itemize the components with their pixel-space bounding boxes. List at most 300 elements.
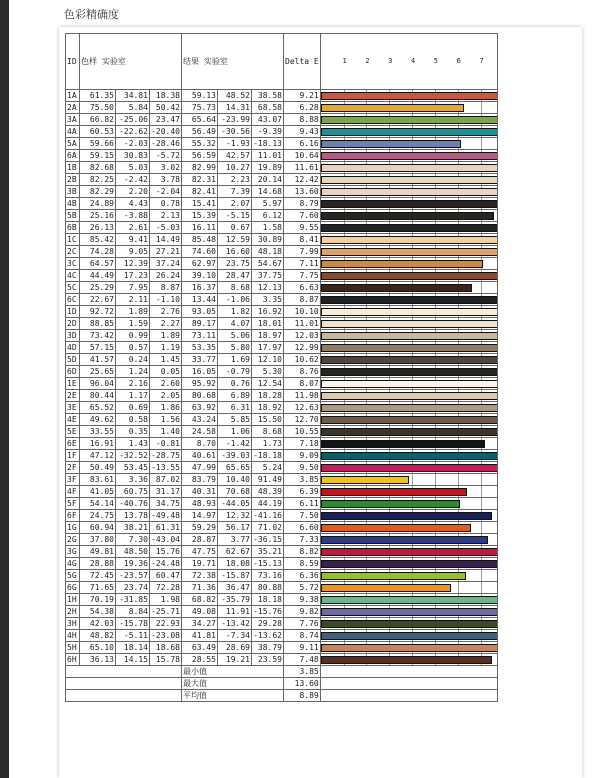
scale-tick-label: 6: [456, 57, 461, 65]
sample-lab-cell: 7.30: [116, 534, 150, 546]
result-lab-cell: 1.73: [252, 438, 284, 450]
summary-row: [66, 666, 498, 678]
sample-lab-cell: -13.55: [151, 463, 180, 472]
sample-lab-cell: 14.15: [116, 654, 150, 666]
sample-lab-cell: 8.87: [150, 282, 182, 294]
sample-lab-cell: 14.49: [150, 234, 182, 246]
sample-lab-cell: 88.85: [80, 318, 116, 330]
result-lab-cell: 23.75: [218, 258, 252, 270]
patch-id-cell: 3H: [66, 618, 80, 630]
result-lab-cell: 8.70: [182, 438, 218, 450]
delta-e-bar: [321, 236, 498, 244]
sample-lab-cell: 25.16: [80, 210, 116, 222]
patch-id-cell: 5E: [66, 426, 80, 438]
delta-e-bar-cell: [320, 618, 497, 630]
result-lab-cell: 19.89: [252, 162, 284, 174]
delta-e-bar-cell: [320, 534, 497, 546]
sample-lab-cell: 34.81: [116, 90, 150, 102]
sample-lab-cell: 59.66: [80, 138, 116, 150]
sample-lab-cell: 0.35: [116, 426, 150, 438]
table-row: [66, 450, 498, 462]
scale-gridline: [481, 282, 482, 293]
table-row: [66, 486, 498, 498]
result-lab-cell: 12.32: [218, 510, 252, 522]
sample-lab-cell: 9.05: [116, 246, 150, 258]
delta-e-cell: 12.63: [284, 402, 321, 414]
delta-e-cell: 7.11: [284, 258, 321, 270]
result-lab-cell: 80.68: [182, 390, 218, 402]
delta-e-bar: [321, 656, 492, 664]
sample-lab-cell: 83.61: [80, 474, 116, 486]
patch-id-cell: 3A: [66, 114, 80, 126]
header-scale: [320, 34, 497, 90]
table-row: [66, 162, 498, 174]
delta-e-bar-cell: [320, 558, 497, 570]
delta-e-cell: 12.99: [284, 342, 321, 354]
result-lab-cell: 48.18: [252, 246, 284, 258]
patch-id-cell: 1B: [66, 162, 80, 174]
result-lab-cell: 16.92: [252, 306, 284, 318]
delta-e-bar: [321, 176, 498, 184]
result-lab-cell: 28.55: [182, 654, 218, 666]
delta-e-bar-cell: [320, 654, 497, 666]
result-lab-cell: 8.68: [218, 282, 252, 294]
result-lab-cell: 10.27: [218, 162, 252, 174]
result-lab-cell: 71.02: [252, 522, 284, 534]
patch-id-cell: 3C: [66, 258, 80, 270]
sample-lab-cell: 24.89: [80, 198, 116, 210]
table-row: [66, 354, 498, 366]
delta-e-bar: [321, 464, 498, 472]
scale-gridline: [458, 582, 459, 593]
delta-e-bar-cell: [320, 378, 497, 390]
result-lab-cell: 5.30: [252, 366, 284, 378]
table-row: [66, 402, 498, 414]
patch-id-cell: 5C: [66, 282, 80, 294]
delta-e-cell: 6.16: [284, 138, 321, 150]
sample-lab-cell: 71.65: [80, 582, 116, 594]
delta-e-bar: [321, 644, 498, 652]
table-row: [66, 114, 498, 126]
delta-e-bar: [321, 596, 498, 604]
delta-e-bar: [321, 416, 498, 424]
result-lab-cell: 43.24: [182, 414, 218, 426]
delta-e-bar-cell: [320, 462, 497, 474]
summary-row: [66, 678, 498, 690]
delta-e-bar: [321, 632, 498, 640]
sample-lab-cell: -28.75: [151, 451, 180, 460]
delta-e-bar: [321, 512, 492, 520]
sample-lab-cell: 13.78: [116, 510, 150, 522]
sample-lab-cell: 30.83: [116, 150, 150, 162]
summary-spacer: [66, 690, 182, 702]
patch-id-cell: 4H: [66, 630, 80, 642]
result-lab-cell: 13.44: [182, 294, 218, 306]
result-lab-cell: 0.67: [218, 222, 252, 234]
delta-e-bar-cell: [320, 198, 497, 210]
scale-gridline: [435, 474, 436, 485]
delta-e-bar: [321, 200, 498, 208]
result-lab-cell: 34.27: [182, 618, 218, 630]
delta-e-bar-cell: [320, 90, 497, 102]
table-row: [66, 90, 498, 102]
table-row: [66, 282, 498, 294]
sample-lab-cell: 37.24: [150, 258, 182, 270]
scale-gridline: [481, 474, 482, 485]
delta-e-cell: 3.85: [284, 474, 321, 486]
result-lab-cell: -15.76: [253, 607, 282, 616]
sample-lab-cell: -25.71: [151, 607, 180, 616]
sample-lab-cell: 61.35: [80, 90, 116, 102]
sample-lab-cell: 1.45: [150, 354, 182, 366]
sample-lab-cell: 0.24: [116, 354, 150, 366]
result-lab-cell: 47.99: [182, 462, 218, 474]
delta-e-bar-cell: [320, 390, 497, 402]
patch-id-cell: 6A: [66, 150, 80, 162]
delta-e-cell: 9.82: [284, 606, 321, 618]
patch-id-cell: 2H: [66, 606, 80, 618]
sample-lab-cell: 2.13: [150, 210, 182, 222]
delta-e-bar-cell: [320, 402, 497, 414]
result-lab-cell: 41.81: [182, 630, 218, 642]
patch-id-cell: 5F: [66, 498, 80, 510]
sample-lab-cell: 1.98: [150, 594, 182, 606]
table-row: [66, 630, 498, 642]
delta-e-bar: [321, 488, 467, 496]
result-lab-cell: 42.57: [218, 150, 252, 162]
sample-lab-cell: 2.05: [150, 390, 182, 402]
sample-lab-cell: 19.36: [116, 558, 150, 570]
sample-lab-cell: 70.19: [80, 594, 116, 606]
table-row: [66, 174, 498, 186]
table-row: [66, 210, 498, 222]
table-row: [66, 426, 498, 438]
delta-e-bar-cell: [320, 630, 497, 642]
delta-e-bar: [321, 212, 495, 220]
result-lab-cell: -0.79: [218, 366, 252, 378]
sample-lab-cell: 38.21: [116, 522, 150, 534]
delta-e-cell: 9.09: [284, 450, 321, 462]
table-row: [66, 318, 498, 330]
delta-e-cell: 9.38: [284, 594, 321, 606]
patch-id-cell: 5H: [66, 642, 80, 654]
sample-lab-cell: -2.03: [116, 138, 150, 150]
result-lab-cell: 83.79: [182, 474, 218, 486]
sample-lab-cell: 66.82: [80, 114, 116, 126]
sample-lab-cell: 59.15: [80, 150, 116, 162]
delta-e-cell: 8.41: [284, 234, 321, 246]
result-lab-cell: 44.19: [252, 498, 284, 510]
result-lab-cell: 6.89: [218, 390, 252, 402]
result-lab-cell: 68.58: [252, 102, 284, 114]
table-row: [66, 498, 498, 510]
delta-e-bar: [321, 296, 498, 304]
delta-e-bar: [321, 284, 472, 292]
scale-gridline: [481, 582, 482, 593]
patch-id-cell: 4A: [66, 126, 80, 138]
delta-e-cell: 5.72: [284, 582, 321, 594]
table-row: [66, 546, 498, 558]
delta-e-bar: [321, 260, 483, 268]
sample-lab-cell: 50.42: [150, 102, 182, 114]
result-lab-cell: 71.36: [182, 582, 218, 594]
patch-id-cell: 4D: [66, 342, 80, 354]
delta-e-cell: 6.63: [284, 282, 321, 294]
sample-lab-cell: 15.76: [150, 546, 182, 558]
patch-id-cell: 3E: [66, 402, 80, 414]
delta-e-bar: [321, 584, 452, 592]
sample-lab-cell: 5.84: [116, 102, 150, 114]
result-lab-cell: 6.31: [218, 402, 252, 414]
result-lab-cell: 14.97: [182, 510, 218, 522]
result-lab-cell: -23.99: [218, 114, 252, 126]
sample-lab-cell: 60.94: [80, 522, 116, 534]
table-row: [66, 558, 498, 570]
delta-e-bar: [321, 560, 498, 568]
header-sample-lab: 色样 实验室: [80, 34, 182, 90]
sample-lab-cell: 8.84: [116, 606, 150, 618]
sample-lab-cell: -22.62: [116, 126, 150, 138]
result-lab-cell: 36.47: [218, 582, 252, 594]
patch-id-cell: 2D: [66, 318, 80, 330]
result-lab-cell: 80.88: [252, 582, 284, 594]
sample-lab-cell: 5.03: [116, 162, 150, 174]
sample-lab-cell: 17.23: [116, 270, 150, 282]
summary-value: 3.85: [284, 666, 321, 678]
header-result-lab: 结果 实验室: [182, 34, 284, 90]
delta-e-bar: [321, 572, 466, 580]
delta-e-bar-cell: [320, 522, 497, 534]
result-lab-cell: 12.54: [252, 378, 284, 390]
table-row: [66, 654, 498, 666]
delta-e-cell: 7.99: [284, 246, 321, 258]
result-lab-cell: -13.42: [218, 618, 252, 630]
result-lab-cell: -39.03: [218, 450, 252, 462]
result-lab-cell: 37.75: [252, 270, 284, 282]
table-row: [66, 294, 498, 306]
sample-lab-cell: 96.04: [80, 378, 116, 390]
sample-lab-cell: 82.68: [80, 162, 116, 174]
result-lab-cell: 18.28: [252, 390, 284, 402]
patch-id-cell: 4B: [66, 198, 80, 210]
delta-e-bar: [321, 224, 498, 232]
sample-lab-cell: -40.76: [116, 498, 150, 510]
delta-e-bar-cell: [320, 114, 497, 126]
sample-lab-cell: 80.44: [80, 390, 116, 402]
patch-id-cell: 6E: [66, 438, 80, 450]
result-lab-cell: 16.37: [182, 282, 218, 294]
result-lab-cell: 12.13: [252, 282, 284, 294]
sample-lab-cell: 27.21: [150, 246, 182, 258]
scale-gridline: [458, 474, 459, 485]
table-row: [66, 102, 498, 114]
delta-e-cell: 10.64: [284, 150, 321, 162]
sample-lab-cell: 1.89: [116, 306, 150, 318]
result-lab-cell: -15.87: [218, 570, 252, 582]
summary-bar-spacer: [320, 690, 497, 702]
result-lab-cell: 5.97: [252, 198, 284, 210]
scale-tick-label: 5: [433, 57, 439, 65]
result-lab-cell: 56.17: [218, 522, 252, 534]
delta-e-bar: [321, 524, 472, 532]
delta-e-bar-cell: [320, 222, 497, 234]
table-row: [66, 606, 498, 618]
result-lab-cell: 56.49: [182, 126, 218, 138]
result-lab-cell: -15.13: [253, 559, 282, 568]
result-lab-cell: 16.11: [182, 222, 218, 234]
result-lab-cell: 2.07: [218, 198, 252, 210]
delta-e-cell: 6.11: [284, 498, 321, 510]
sample-lab-cell: 1.56: [150, 414, 182, 426]
result-lab-cell: 70.68: [218, 486, 252, 498]
result-lab-cell: 38.79: [252, 642, 284, 654]
sample-lab-cell: -15.78: [116, 618, 150, 630]
patch-id-cell: 1A: [66, 90, 80, 102]
sample-lab-cell: 60.47: [150, 570, 182, 582]
delta-e-bar-cell: [320, 234, 497, 246]
result-lab-cell: 82.41: [182, 186, 218, 198]
delta-e-bar-cell: [320, 162, 497, 174]
table-row: [66, 594, 498, 606]
scale-gridline: [481, 522, 482, 533]
result-lab-cell: -5.15: [218, 210, 252, 222]
delta-e-bar: [321, 500, 461, 508]
result-lab-cell: 63.92: [182, 402, 218, 414]
table-row: [66, 126, 498, 138]
scale-tick-label: 7: [479, 57, 484, 65]
sample-lab-cell: -5.11: [116, 630, 150, 642]
table-row: [66, 138, 498, 150]
patch-id-cell: 1E: [66, 378, 80, 390]
delta-e-bar: [321, 116, 498, 124]
result-lab-cell: 18.01: [252, 318, 284, 330]
delta-e-cell: 7.76: [284, 618, 321, 630]
table-row: [66, 330, 498, 342]
sample-lab-cell: 2.76: [150, 306, 182, 318]
delta-e-cell: 10.55: [284, 426, 321, 438]
sample-lab-cell: 64.57: [80, 258, 116, 270]
sample-lab-cell: -32.52: [116, 450, 150, 462]
result-lab-cell: 0.76: [218, 378, 252, 390]
delta-e-bar-cell: [320, 210, 497, 222]
table-row: [66, 414, 498, 426]
delta-e-bar: [321, 608, 498, 616]
patch-id-cell: 5D: [66, 354, 80, 366]
result-lab-cell: 17.97: [252, 342, 284, 354]
delta-e-cell: 7.75: [284, 270, 321, 282]
sample-lab-cell: -25.06: [116, 114, 150, 126]
table-row: [66, 510, 498, 522]
result-lab-cell: 85.48: [182, 234, 218, 246]
delta-e-bar-cell: [320, 174, 497, 186]
delta-e-bar: [321, 428, 498, 436]
result-lab-cell: 20.14: [252, 174, 284, 186]
result-lab-cell: 53.35: [182, 342, 218, 354]
sample-lab-cell: 1.24: [116, 366, 150, 378]
sample-lab-cell: 34.75: [150, 498, 182, 510]
table-row: [66, 534, 498, 546]
delta-e-cell: 7.50: [284, 510, 321, 522]
sample-lab-cell: -28.46: [151, 139, 180, 148]
sample-lab-cell: 36.13: [80, 654, 116, 666]
delta-e-bar-cell: [320, 582, 497, 594]
result-lab-cell: 65.64: [182, 114, 218, 126]
delta-e-bar: [321, 620, 498, 628]
sample-lab-cell: 0.05: [150, 366, 182, 378]
sample-lab-cell: 26.24: [150, 270, 182, 282]
result-lab-cell: -1.42: [218, 438, 252, 450]
delta-e-bar-cell: [320, 342, 497, 354]
scale-gridline: [412, 474, 413, 485]
table-row: [66, 390, 498, 402]
result-lab-cell: 1.58: [252, 222, 284, 234]
scale-tick-label: 4: [410, 57, 416, 65]
result-lab-cell: 5.24: [252, 462, 284, 474]
result-lab-cell: -44.05: [218, 498, 252, 510]
result-lab-cell: 33.77: [182, 354, 218, 366]
delta-e-cell: 8.88: [284, 114, 321, 126]
patch-id-cell: 1H: [66, 594, 80, 606]
delta-e-cell: 7.18: [284, 438, 321, 450]
result-lab-cell: 19.21: [218, 654, 252, 666]
delta-e-cell: 8.59: [284, 558, 321, 570]
result-lab-cell: 5.80: [218, 342, 252, 354]
delta-e-bar-cell: [320, 486, 497, 498]
header-id: ID: [66, 34, 80, 90]
result-lab-cell: 95.92: [182, 378, 218, 390]
sample-lab-cell: 72.28: [150, 582, 182, 594]
result-lab-cell: 49.08: [182, 606, 218, 618]
delta-e-bar-cell: [320, 498, 497, 510]
sample-lab-cell: 65.10: [80, 642, 116, 654]
delta-e-cell: 6.28: [284, 102, 321, 114]
sample-lab-cell: 54.14: [80, 498, 116, 510]
sample-lab-cell: -1.10: [150, 294, 182, 306]
delta-e-cell: 10.10: [284, 306, 321, 318]
result-lab-cell: 40.31: [182, 486, 218, 498]
sample-lab-cell: 1.89: [150, 330, 182, 342]
result-lab-cell: 16.60: [218, 246, 252, 258]
result-lab-cell: -18.13: [253, 139, 282, 148]
delta-e-bar: [321, 548, 498, 556]
delta-e-bar: [321, 452, 498, 460]
delta-e-bar: [321, 152, 498, 160]
sample-lab-cell: 2.27: [150, 318, 182, 330]
patch-id-cell: 6D: [66, 366, 80, 378]
patch-id-cell: 2E: [66, 390, 80, 402]
table-row: [66, 246, 498, 258]
delta-e-cell: 9.11: [284, 642, 321, 654]
sample-lab-cell: 50.49: [80, 462, 116, 474]
result-lab-cell: 82.99: [182, 162, 218, 174]
sample-lab-cell: 16.91: [80, 438, 116, 450]
patch-id-cell: 5B: [66, 210, 80, 222]
patch-id-cell: 3F: [66, 474, 80, 486]
delta-e-cell: 9.21: [284, 90, 321, 102]
delta-e-cell: 7.33: [284, 534, 321, 546]
result-lab-cell: 55.32: [182, 138, 218, 150]
table-header-row: [66, 34, 498, 90]
sample-lab-cell: 49.81: [80, 546, 116, 558]
sample-lab-cell: 2.20: [116, 186, 150, 198]
table-row: [66, 306, 498, 318]
patch-id-cell: 1F: [66, 450, 80, 462]
delta-e-bar-cell: [320, 186, 497, 198]
scale-tick-label: 2: [365, 57, 370, 65]
sample-lab-cell: -5.72: [150, 150, 182, 162]
result-lab-cell: 65.65: [218, 462, 252, 474]
sample-lab-cell: 1.17: [116, 390, 150, 402]
